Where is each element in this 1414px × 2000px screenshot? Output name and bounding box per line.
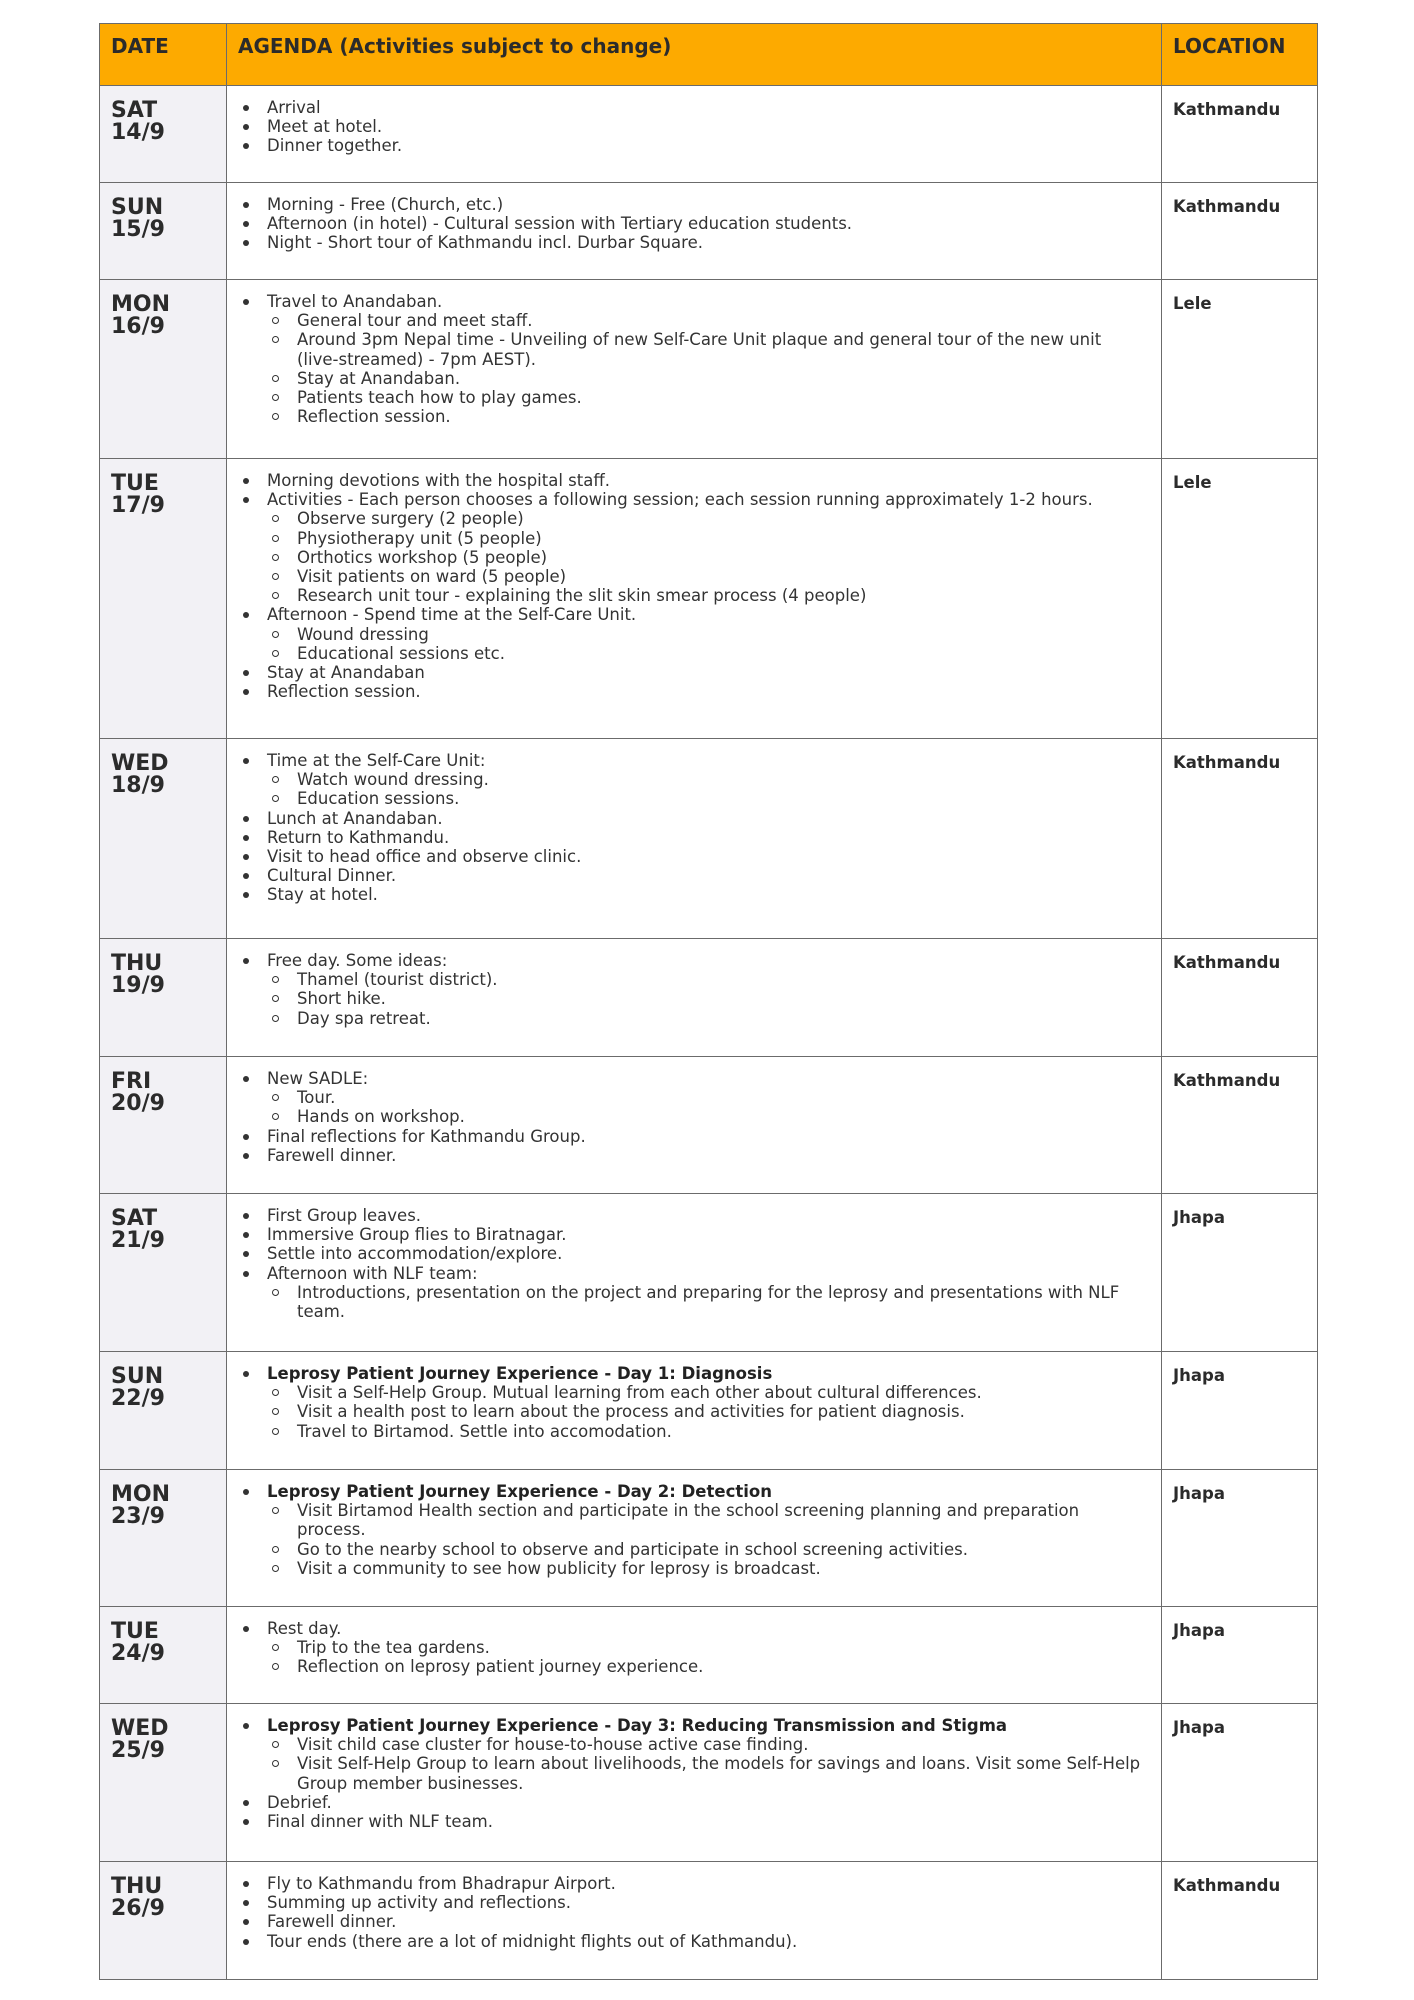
location-cell: Kathmandu — [1162, 939, 1318, 1057]
agenda-cell — [227, 459, 1162, 739]
date-label: 20/9 — [111, 1091, 165, 1116]
agenda-row — [100, 1057, 1318, 1194]
agenda-subitem: Stay at Anandaban. — [267, 369, 1141, 388]
agenda-item — [239, 117, 1141, 136]
agenda-sublist — [267, 1735, 1141, 1793]
agenda-list — [239, 292, 1141, 426]
agenda-cell — [227, 1057, 1162, 1194]
agenda-item — [239, 233, 1141, 252]
date-cell — [100, 1194, 227, 1352]
agenda-item — [239, 1244, 1141, 1263]
agenda-subitem: Patients teach how to play games. — [267, 388, 1141, 407]
agenda-subitem: Educational sessions etc. — [267, 644, 1141, 663]
agenda-cell — [227, 739, 1162, 939]
location-cell: Kathmandu — [1162, 86, 1318, 183]
agenda-item-text: Dinner together. — [267, 136, 403, 156]
agenda-item — [239, 1874, 1141, 1893]
agenda-subitem: Visit patients on ward (5 people) — [267, 567, 1141, 586]
agenda-list — [239, 1482, 1141, 1578]
agenda-sublist — [267, 1383, 1141, 1441]
agenda-item-text: Free day. Some ideas: — [267, 951, 448, 970]
agenda-sublist — [267, 1638, 1141, 1676]
agenda-item — [239, 98, 1141, 117]
agenda-item-text: Stay at hotel. — [267, 885, 378, 905]
agenda-header: AGENDA (Activities subject to change) — [227, 24, 1162, 86]
agenda-item-text: Time at the Self-Care Unit: — [267, 751, 486, 770]
agenda-item — [239, 1225, 1141, 1244]
agenda-item-text: Visit to head office and observe clinic. — [267, 847, 582, 867]
date-cell — [100, 183, 227, 280]
agenda-row — [100, 459, 1318, 739]
agenda-item — [239, 847, 1141, 866]
day-label: THU — [111, 1874, 163, 1899]
agenda-cell — [227, 1607, 1162, 1704]
agenda-item-text: Summing up activity and reflections. — [267, 1893, 572, 1913]
agenda-cell — [227, 1704, 1162, 1862]
date-label: 21/9 — [111, 1228, 165, 1253]
agenda-row — [100, 86, 1318, 183]
agenda-item — [239, 195, 1141, 214]
agenda-row — [100, 280, 1318, 459]
agenda-item — [239, 866, 1141, 885]
agenda-subitem: Visit a Self-Help Group. Mutual learning from each other about cultural differences. — [267, 1383, 1141, 1402]
agenda-item-text: Morning - Free (Church, etc.) — [267, 195, 504, 214]
agenda-sublist — [267, 1283, 1141, 1321]
location-cell: Kathmandu — [1162, 739, 1318, 939]
agenda-list — [239, 195, 1141, 253]
agenda-item — [239, 885, 1141, 904]
agenda-row — [100, 1352, 1318, 1470]
day-label: FRI — [111, 1069, 152, 1094]
agenda-subitem: Visit child case cluster for house-to-house active case finding. — [267, 1735, 1141, 1754]
date-label: 25/9 — [111, 1738, 165, 1763]
agenda-item-text: Debrief. — [267, 1792, 332, 1812]
date-label: 24/9 — [111, 1641, 165, 1666]
agenda-cell — [227, 1470, 1162, 1607]
agenda-item — [239, 605, 1141, 663]
agenda-row — [100, 1607, 1318, 1704]
agenda-subitem: Education sessions. — [267, 789, 1141, 808]
agenda-subitem: Reflection on leprosy patient journey experience. — [267, 1657, 1141, 1676]
agenda-item-text: Afternoon (in hotel) - Cultural session with Tertiary education students. — [267, 214, 853, 234]
location-cell: Jhapa — [1162, 1704, 1318, 1862]
agenda-subitem: Observe surgery (2 people) — [267, 509, 1141, 528]
agenda-item — [239, 682, 1141, 701]
day-label: SAT — [111, 1206, 158, 1231]
agenda-subitem: Short hike. — [267, 989, 1141, 1008]
agenda-item-text: Arrival — [267, 98, 321, 117]
agenda-cell — [227, 86, 1162, 183]
agenda-item — [239, 1932, 1141, 1951]
agenda-sublist — [267, 311, 1141, 426]
agenda-item-text: Fly to Kathmandu from Bhadrapur Airport. — [267, 1874, 616, 1893]
agenda-subitem: Watch wound dressing. — [267, 770, 1141, 789]
date-label: 15/9 — [111, 217, 165, 242]
agenda-cell — [227, 280, 1162, 459]
agenda-subitem: Orthotics workshop (5 people) — [267, 548, 1141, 567]
date-cell — [100, 280, 227, 459]
day-label: MON — [111, 1482, 171, 1507]
date-cell — [100, 939, 227, 1057]
agenda-sublist — [267, 970, 1141, 1028]
agenda-item-text: Afternoon with NLF team: — [267, 1263, 478, 1283]
agenda-list — [239, 98, 1141, 156]
agenda-list — [239, 951, 1141, 1028]
agenda-cell — [227, 1862, 1162, 1980]
agenda-item-text: Final reflections for Kathmandu Group. — [267, 1126, 586, 1146]
agenda-subitem: Travel to Birtamod. Settle into accomodation. — [267, 1422, 1141, 1441]
date-label: 22/9 — [111, 1386, 165, 1411]
date-cell — [100, 1862, 227, 1980]
date-label: 14/9 — [111, 120, 165, 145]
agenda-subitem: Around 3pm Nepal time - Unveiling of new Self-Care Unit plaque and general tour of the new unit (live-streamed) - 7pm AEST). — [267, 330, 1141, 368]
location-header: LOCATION — [1162, 24, 1318, 86]
agenda-item-text: Farewell dinner. — [267, 1145, 397, 1165]
agenda-item-text: Immersive Group flies to Biratnagar. — [267, 1225, 567, 1245]
agenda-subitem: Visit a community to see how publicity for leprosy is broadcast. — [267, 1559, 1141, 1578]
location-cell: Kathmandu — [1162, 1057, 1318, 1194]
day-label: WED — [111, 751, 169, 776]
agenda-item — [239, 1812, 1141, 1831]
agenda-item — [239, 1146, 1141, 1165]
agenda-item-text: Leprosy Patient Journey Experience - Day 1: Diagnosis — [267, 1364, 773, 1383]
date-label: 17/9 — [111, 493, 165, 518]
agenda-subitem: Visit a health post to learn about the process and activities for patient diagnosis. — [267, 1402, 1141, 1421]
agenda-list — [239, 1069, 1141, 1165]
agenda-item — [239, 214, 1141, 233]
agenda-row — [100, 183, 1318, 280]
agenda-item-text: Stay at Anandaban — [267, 663, 425, 683]
agenda-item — [239, 136, 1141, 155]
day-label: THU — [111, 951, 163, 976]
date-cell — [100, 1057, 227, 1194]
agenda-cell — [227, 1194, 1162, 1352]
agenda-sublist — [267, 1501, 1141, 1578]
agenda-list — [239, 471, 1141, 701]
agenda-item — [239, 1482, 1141, 1578]
date-label: 16/9 — [111, 314, 165, 339]
agenda-sublist — [267, 1088, 1141, 1126]
agenda-item — [239, 663, 1141, 682]
agenda-subitem: Research unit tour - explaining the slit skin smear process (4 people) — [267, 586, 1141, 605]
agenda-item — [239, 1793, 1141, 1812]
location-cell: Lele — [1162, 459, 1318, 739]
date-cell — [100, 86, 227, 183]
agenda-item — [239, 490, 1141, 605]
agenda-item-text: Tour ends (there are a lot of midnight flights out of Kathmandu). — [267, 1931, 798, 1951]
date-cell — [100, 1704, 227, 1862]
date-cell — [100, 459, 227, 739]
agenda-item-text: Activities - Each person chooses a following session; each session running approximately 1-2 hours. — [267, 490, 1093, 510]
agenda-item-text: Afternoon - Spend time at the Self-Care Unit. — [267, 605, 637, 625]
agenda-item-text: Settle into accommodation/explore. — [267, 1244, 563, 1264]
agenda-row — [100, 1862, 1318, 1980]
agenda-row — [100, 739, 1318, 939]
agenda-item-text: Night - Short tour of Kathmandu incl. Durbar Square. — [267, 233, 703, 253]
agenda-item — [239, 292, 1141, 426]
agenda-item — [239, 1127, 1141, 1146]
agenda-item-text: Travel to Anandaban. — [267, 292, 443, 311]
agenda-sublist — [267, 509, 1141, 605]
agenda-list — [239, 1364, 1141, 1441]
agenda-subitem: Day spa retreat. — [267, 1009, 1141, 1028]
agenda-item-text: Final dinner with NLF team. — [267, 1812, 493, 1832]
agenda-table — [99, 23, 1318, 1980]
location-cell: Kathmandu — [1162, 183, 1318, 280]
agenda-subitem: Visit Self-Help Group to learn about livelihoods, the models for savings and loans. Visit some Self-Help Group member businesses. — [267, 1754, 1141, 1792]
agenda-subitem: Trip to the tea gardens. — [267, 1638, 1141, 1657]
agenda-list — [239, 1619, 1141, 1677]
day-label: SUN — [111, 1364, 164, 1389]
agenda-subitem: Tour. — [267, 1088, 1141, 1107]
location-cell: Jhapa — [1162, 1194, 1318, 1352]
agenda-item-text: First Group leaves. — [267, 1206, 422, 1225]
date-label: 23/9 — [111, 1504, 165, 1529]
agenda-item — [239, 1912, 1141, 1931]
agenda-body — [100, 86, 1318, 1980]
agenda-item — [239, 809, 1141, 828]
date-label: 19/9 — [111, 973, 165, 998]
agenda-sublist — [267, 770, 1141, 808]
date-cell — [100, 1470, 227, 1607]
agenda-row — [100, 939, 1318, 1057]
agenda-item — [239, 1716, 1141, 1793]
date-header: DATE — [100, 24, 227, 86]
agenda-subitem: Reflection session. — [267, 407, 1141, 426]
day-label: MON — [111, 292, 171, 317]
agenda-cell — [227, 1352, 1162, 1470]
agenda-item-text: Morning devotions with the hospital staff. — [267, 471, 610, 490]
day-label: TUE — [111, 1619, 159, 1644]
agenda-item-text: Meet at hotel. — [267, 117, 383, 137]
agenda-row — [100, 1704, 1318, 1862]
agenda-item — [239, 951, 1141, 1028]
agenda-list — [239, 1206, 1141, 1321]
agenda-item-text: Reflection session. — [267, 682, 421, 702]
day-label: SAT — [111, 98, 158, 123]
date-label: 18/9 — [111, 773, 165, 798]
agenda-cell — [227, 939, 1162, 1057]
agenda-item — [239, 751, 1141, 809]
location-cell: Jhapa — [1162, 1607, 1318, 1704]
agenda-item-text: Leprosy Patient Journey Experience - Day 2: Detection — [267, 1482, 772, 1501]
agenda-list — [239, 1874, 1141, 1951]
day-label: WED — [111, 1716, 169, 1741]
agenda-sublist — [267, 625, 1141, 663]
agenda-item — [239, 471, 1141, 490]
location-cell: Jhapa — [1162, 1470, 1318, 1607]
agenda-item-text: Cultural Dinner. — [267, 866, 397, 886]
agenda-item — [239, 1264, 1141, 1322]
agenda-subitem: Introductions, presentation on the project and preparing for the leprosy and presentations with NLF team. — [267, 1283, 1141, 1321]
agenda-subitem: Thamel (tourist district). — [267, 970, 1141, 989]
agenda-item — [239, 1619, 1141, 1677]
agenda-item-text: Rest day. — [267, 1619, 342, 1638]
agenda-cell — [227, 183, 1162, 280]
agenda-row — [100, 1194, 1318, 1352]
agenda-item-text: Lunch at Anandaban. — [267, 808, 443, 828]
agenda-item-text: Farewell dinner. — [267, 1912, 397, 1932]
agenda-subitem: Wound dressing — [267, 625, 1141, 644]
agenda-item — [239, 1893, 1141, 1912]
agenda-item-text: Return to Kathmandu. — [267, 827, 450, 847]
agenda-item — [239, 828, 1141, 847]
agenda-item — [239, 1364, 1141, 1441]
agenda-subitem: Hands on workshop. — [267, 1107, 1141, 1126]
agenda-subitem: Visit Birtamod Health section and participate in the school screening planning and preparation process. — [267, 1501, 1141, 1539]
date-cell — [100, 739, 227, 939]
agenda-subitem: General tour and meet staff. — [267, 311, 1141, 330]
agenda-item — [239, 1069, 1141, 1127]
location-cell: Kathmandu — [1162, 1862, 1318, 1980]
header-row — [100, 24, 1318, 86]
date-cell — [100, 1352, 227, 1470]
agenda-item — [239, 1206, 1141, 1225]
agenda-subitem: Physiotherapy unit (5 people) — [267, 529, 1141, 548]
day-label: TUE — [111, 471, 159, 496]
date-cell — [100, 1607, 227, 1704]
agenda-item-text: Leprosy Patient Journey Experience - Day 3: Reducing Transmission and Stigma — [267, 1716, 1008, 1735]
agenda-list — [239, 1716, 1141, 1831]
agenda-item-text: New SADLE: — [267, 1069, 369, 1088]
date-label: 26/9 — [111, 1896, 165, 1921]
location-cell: Lele — [1162, 280, 1318, 459]
day-label: SUN — [111, 195, 164, 220]
location-cell: Jhapa — [1162, 1352, 1318, 1470]
agenda-subitem: Go to the nearby school to observe and participate in school screening activities. — [267, 1540, 1141, 1559]
agenda-row — [100, 1470, 1318, 1607]
agenda-list — [239, 751, 1141, 905]
